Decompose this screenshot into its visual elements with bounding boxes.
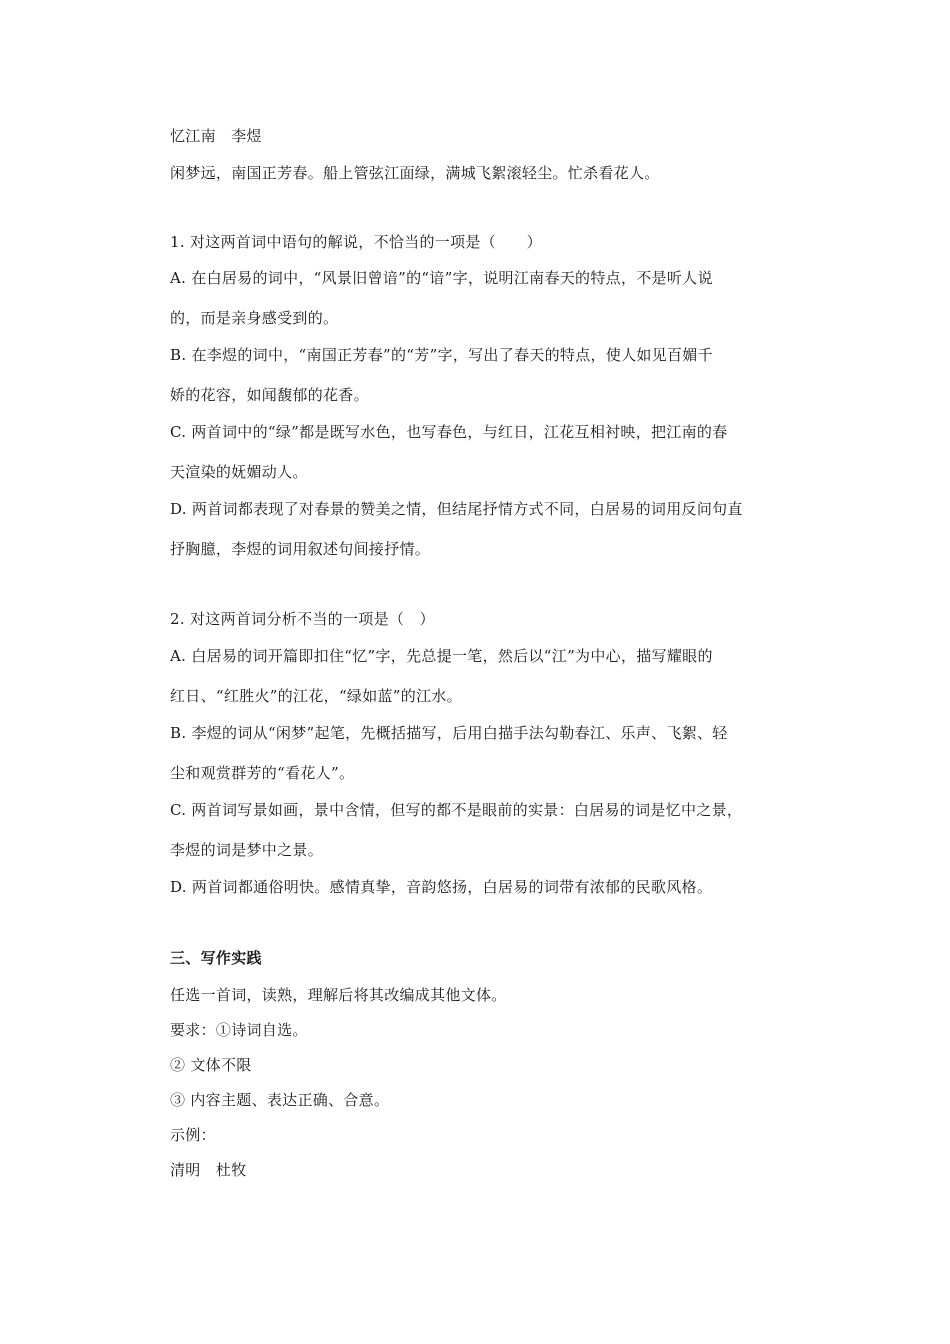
question-2-option-d-line1: D. 两首词都通俗明快。感情真挚，音韵悠扬，白居易的词带有浓郁的民歌风格。 [170,878,713,896]
poem-body: 闲梦远，南国正芳春。船上管弦江面绿，满城飞絮滚轻尘。忙杀看花人。 [170,164,660,182]
section-intro: 任选一首词，读熟，理解后将其改编成其他文体。 [170,986,507,1004]
question-2-option-b-line1: B. 李煜的词从“闲梦”起笔，先概括描写，后用白描手法勾勒春江、乐声、飞絮、轻 [170,724,728,742]
example-title: 清明 杜牧 [170,1161,247,1179]
question-1-option-c-line1: C. 两首词中的“绿”都是既写水色，也写春色，与红日，江花互相衬映，把江南的春 [170,423,728,441]
question-1-stem: 1. 对这两首词中语句的解说，不恰当的一项是（ ） [170,233,542,251]
question-1-option-d-line1: D. 两首词都表现了对春景的赞美之情，但结尾抒情方式不同，白居易的词用反问句直 [170,500,743,518]
question-1-option-c-line2: 天渲染的妩媚动人。 [170,463,308,481]
question-1-option-a-line2: 的，而是亲身感受到的。 [170,309,339,327]
question-2-stem: 2. 对这两首词分析不当的一项是（ ） [170,610,435,628]
question-2-option-c-line1: C. 两首词写景如画，景中含情，但写的都不是眼前的实景：白居易的词是忆中之景， [170,801,743,819]
question-2-option-c-line2: 李煜的词是梦中之景。 [170,841,324,859]
section-heading: 三、写作实践 [170,949,262,967]
question-2-option-a-line2: 红日、“红胜火”的江花，“绿如蓝”的江水。 [170,687,462,705]
requirement-1: 要求：①诗词自选。 [170,1021,308,1039]
poem-title: 忆江南 李煜 [170,127,262,145]
question-1-option-b-line2: 娇的花容，如闻馥郁的花香。 [170,386,369,404]
requirement-2: ② 文体不限 [170,1056,252,1074]
question-1-option-a-line1: A. 在白居易的词中，“风景旧曾谙”的“谙”字，说明江南春天的特点，不是听人说 [170,269,713,287]
question-2-option-a-line1: A. 白居易的词开篇即扣住“忆”字，先总提一笔，然后以“江”为中心，描写耀眼的 [170,647,713,665]
requirement-3: ③ 内容主题、表达正确、合意。 [170,1091,390,1109]
question-1-option-d-line2: 抒胸臆，李煜的词用叙述句间接抒情。 [170,540,431,558]
question-1-option-b-line1: B. 在李煜的词中，“南国正芳春”的“芳”字，写出了春天的特点，使人如见百媚千 [170,346,713,364]
example-label: 示例： [170,1126,216,1144]
question-2-option-b-line2: 尘和观赏群芳的“看花人”。 [170,764,355,782]
